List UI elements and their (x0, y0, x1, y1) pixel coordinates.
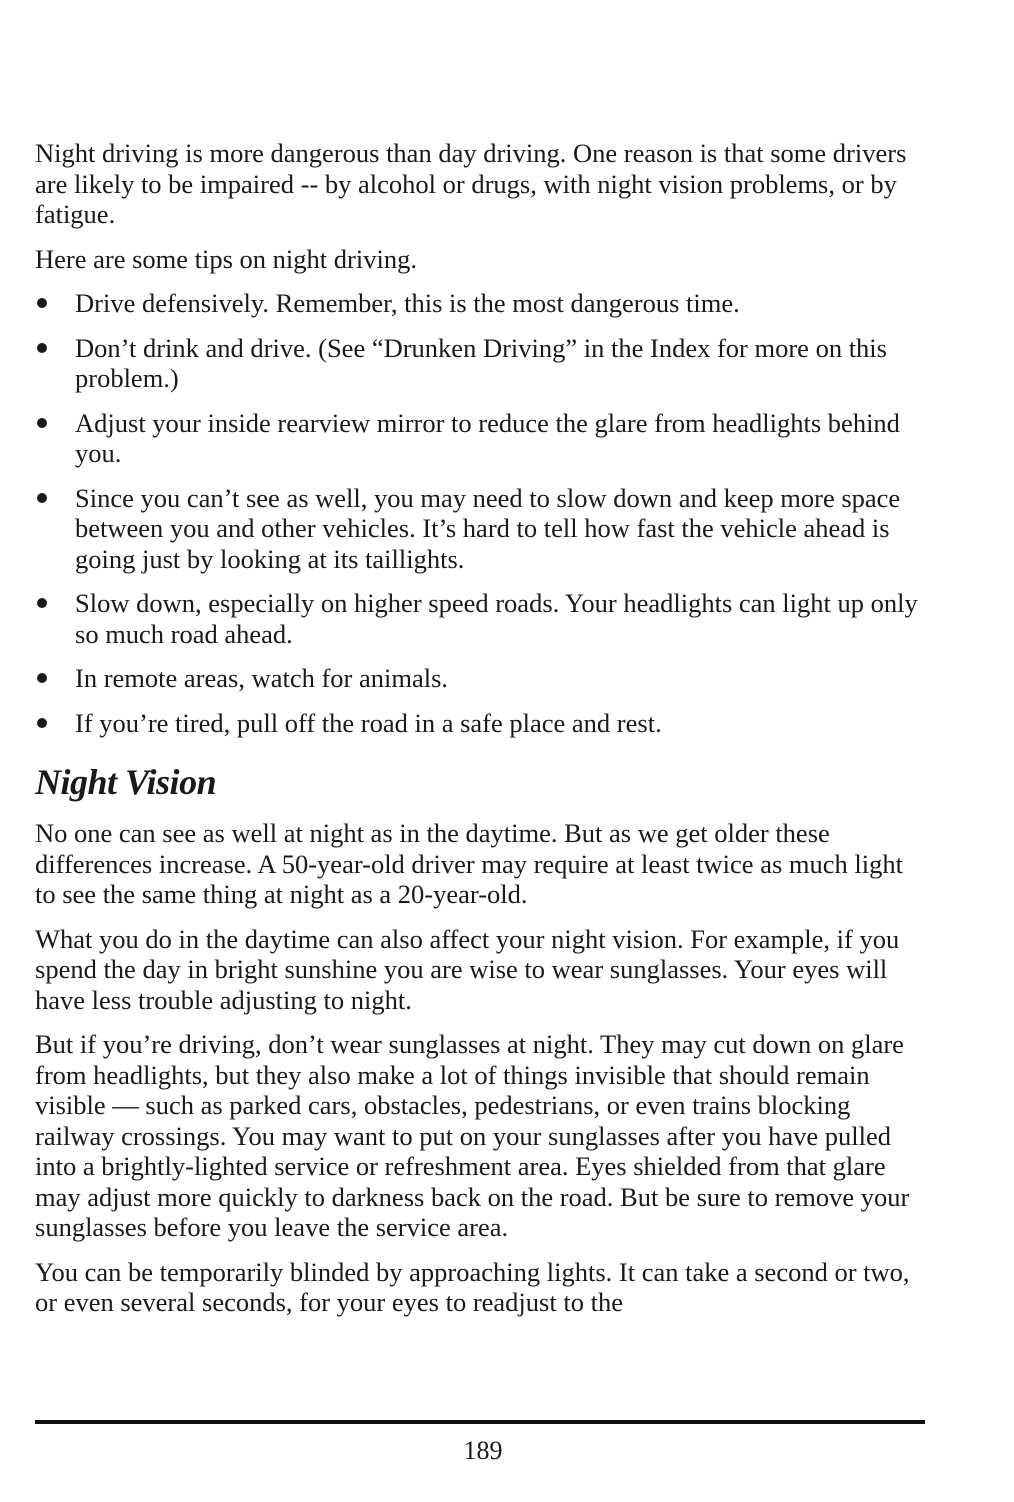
page-body (35, 138, 925, 1318)
footer-divider (35, 1420, 925, 1424)
list-item (35, 708, 925, 739)
list-item (35, 408, 925, 469)
list-item (35, 588, 925, 649)
night-vision-paragraph: No one can see as well at night as in the daytime. But as we get older these differences increase. A 50-year-old driver may require at least twice as much light to see the same thing at night as a 20-year-old. (35, 818, 903, 909)
bullet-icon (37, 598, 47, 608)
tip-text: In remote areas, watch for animals. (75, 663, 449, 693)
bullet-icon (37, 493, 47, 503)
list-item (35, 483, 925, 575)
bullet-icon (37, 673, 47, 683)
list-item (35, 288, 925, 319)
night-vision-paragraph: You can be temporarily blinded by approaching lights. It can take a second or two, or even several seconds, for your eyes to readjust to the (35, 1256, 910, 1317)
tip-text: Adjust your inside rearview mirror to reduce the glare from headlights behind you. (75, 407, 900, 468)
list-item (35, 663, 925, 694)
list-item (35, 333, 925, 394)
night-vision-paragraph: What you do in the daytime can also affect your night vision. For example, if you spend the day in bright sunshine you are wise to wear sunglasses. Your eyes will have less trouble adjusting to night. (35, 923, 900, 1015)
bullet-icon (37, 343, 47, 353)
bullet-icon (37, 718, 47, 728)
night-vision-paragraph: But if you’re driving, don’t wear sunglasses at night. They may cut down on glare from headlights, but they also make a lot of things invisible that should remain visible — such as parked cars, obstacles, pedestrians, or even trains blocking railway crossings. You may want to put on your sunglasses after you have pulled into a brightly-lighted service or refreshment area. Eyes shielded from that glare may adjust more quickly to darkness back on the road. But be sure to remove your sunglasses before you leave the service area. (35, 1029, 910, 1242)
tip-text: Slow down, especially on higher speed roads. Your headlights can light up only so much road ahead. (75, 588, 918, 649)
bullet-icon (37, 418, 47, 428)
night-vision-heading: Night Vision (35, 762, 217, 802)
tip-text: Since you can’t see as well, you may need to slow down and keep more space between you and other vehicles. It’s hard to tell how fast the vehicle ahead is going just by looking at its taillights. (75, 482, 901, 574)
page-number: 189 (463, 1436, 503, 1465)
tip-text: Drive defensively. Remember, this is the most dangerous time. (75, 288, 740, 318)
night-driving-tips-list (35, 288, 925, 738)
bullet-icon (37, 298, 47, 308)
intro-paragraph: Night driving is more dangerous than day driving. One reason is that some drivers are likely to be impaired -- by alcohol or drugs, with night vision problems, or by fatigue. (35, 138, 907, 229)
tip-text: If you’re tired, pull off the road in a safe place and rest. (75, 707, 662, 738)
tip-text: Don’t drink and drive. (See “Drunken Driving” in the Index for more on this problem.) (75, 332, 887, 393)
tips-lead: Here are some tips on night driving. (35, 243, 417, 274)
